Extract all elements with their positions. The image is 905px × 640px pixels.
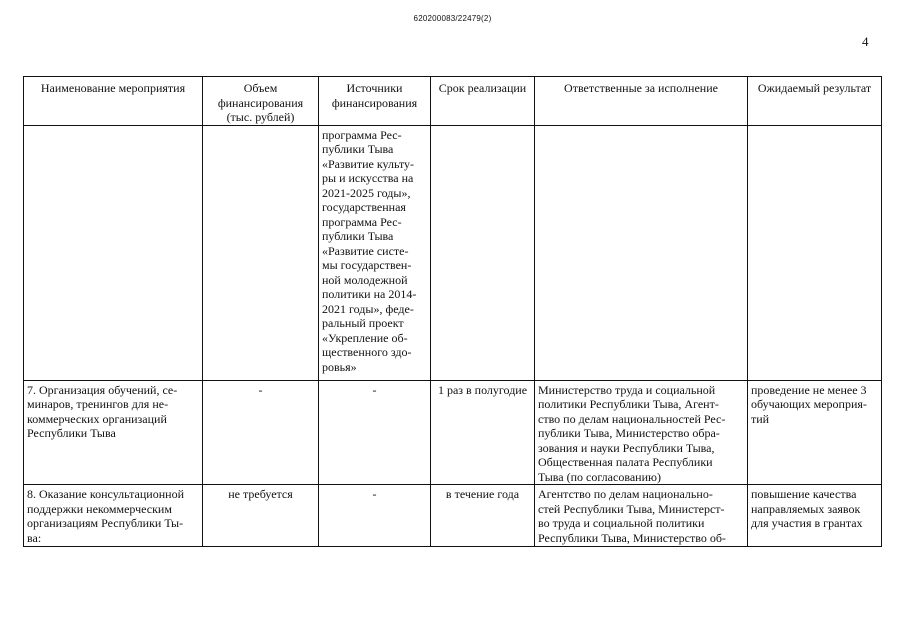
cell-text-line: Агентство по делам национально- <box>538 487 713 501</box>
cell-text-line: тий <box>751 411 770 426</box>
cell-text-line: 7. Организация обучений, се- <box>27 382 178 397</box>
cell-responsible <box>535 380 748 485</box>
cell-text-line: проведение не менее 3 <box>751 382 867 397</box>
cell-funding-sources <box>319 485 431 547</box>
cell-text-line: ва: <box>27 530 42 545</box>
activities-table <box>23 76 882 547</box>
cell-text-line: Общественная палата Республики <box>538 455 713 469</box>
document-code: 620200083/22479(2) <box>413 14 492 23</box>
header-expected-result <box>748 77 882 126</box>
cell-text-line: финансирования <box>331 95 418 110</box>
cell-text-line: поддержки некоммерческим <box>27 501 172 516</box>
cell-text-line: для участия в грантах <box>751 516 863 530</box>
cell-text-line: публики Тыва <box>322 229 394 243</box>
cell-text-line: Срок реализации <box>438 81 527 95</box>
cell-text-line: финансирования <box>217 95 304 110</box>
cell-activity-name <box>24 125 203 380</box>
cell-funding-volume <box>203 125 319 380</box>
cell-implementation-term <box>431 380 535 485</box>
cell-text-line: мы государствен- <box>322 258 412 272</box>
cell-activity-name <box>24 380 203 485</box>
cell-expected-result <box>748 380 882 485</box>
cell-funding-sources <box>319 125 431 380</box>
page-number: 4 <box>862 34 869 49</box>
cell-text-line: «Развитие культу- <box>322 156 415 171</box>
cell-text-line: ры и искусства на <box>322 171 414 185</box>
table-header-row <box>24 77 882 126</box>
cell-text-line: программа Рес- <box>322 214 402 229</box>
cell-text-line: «Развитие систе- <box>322 243 409 258</box>
cell-implementation-term <box>431 125 535 380</box>
cell-text-line: зования и науки Республики Тыва, <box>538 440 715 455</box>
cell-text-line: ральный проект <box>322 316 404 330</box>
cell-text-line: ной молодежной <box>322 272 408 287</box>
cell-text-line: политики на 2014- <box>322 287 417 301</box>
cell-text-line: 2021 годы», феде- <box>322 301 414 316</box>
cell-text-line: Республики Тыва <box>27 426 116 440</box>
cell-text-line: «Укрепление об- <box>322 330 408 345</box>
cell-text-line: ровья» <box>322 359 357 374</box>
cell-text-line: 2021-2025 годы», <box>322 185 411 200</box>
header-responsible <box>535 77 748 126</box>
cell-text-line: - <box>372 382 377 397</box>
cell-text-line: щественного здо- <box>322 345 412 359</box>
cell-text-line: Ответственные за исполнение <box>564 81 718 95</box>
cell-text-line: (тыс. рублей) <box>226 110 295 124</box>
cell-text-line: Республики Тыва, Министерство об- <box>538 530 726 545</box>
cell-text-line: - <box>258 382 263 397</box>
cell-text-line: Ожидаемый результат <box>757 81 872 95</box>
cell-activity-name <box>24 485 203 547</box>
cell-text-line: во труда и социальной политики <box>538 516 705 530</box>
header-funding-volume <box>203 77 319 126</box>
cell-text-line: не требуется <box>228 487 293 501</box>
cell-funding-volume <box>203 485 319 547</box>
header-activity-name <box>24 77 203 126</box>
cell-text-line: организациям Республики Ты- <box>27 516 184 530</box>
cell-responsible <box>535 125 748 380</box>
cell-expected-result <box>748 125 882 380</box>
table-row <box>24 125 882 380</box>
header-implementation-term <box>431 77 535 126</box>
header-funding-sources <box>319 77 431 126</box>
cell-text-line: 1 раз в полугодие <box>437 382 528 397</box>
cell-text-line: Министерство труда и социальной <box>538 382 716 397</box>
table-row <box>24 380 882 485</box>
cell-text-line: ство по делам национальностей Рес- <box>538 411 726 426</box>
cell-text-line: повышение качества <box>751 487 857 501</box>
cell-text-line: стей Республики Тыва, Министерст- <box>538 501 725 516</box>
cell-responsible <box>535 485 748 547</box>
cell-text-line: программа Рес- <box>322 127 402 142</box>
cell-text-line: Тыва (по согласованию) <box>538 469 661 484</box>
cell-text-line: коммерческих организаций <box>27 411 167 426</box>
cell-text-line: минаров, тренингов для не- <box>27 397 169 411</box>
cell-text-line: Наименование мероприятия <box>40 81 186 95</box>
cell-text-line: в течение года <box>445 487 520 501</box>
cell-text-line: Объем <box>243 81 278 95</box>
cell-text-line: публики Тыва <box>322 142 394 156</box>
cell-text-line: государственная <box>322 200 406 214</box>
cell-text-line: политики Республики Тыва, Агент- <box>538 397 719 411</box>
cell-funding-sources <box>319 380 431 485</box>
cell-text-line: публики Тыва, Министерство обра- <box>538 426 720 440</box>
cell-text-line: обучающих мероприя- <box>751 397 867 411</box>
cell-text-line: направляемых заявок <box>751 501 861 516</box>
cell-expected-result <box>748 485 882 547</box>
cell-implementation-term <box>431 485 535 547</box>
cell-text-line: Источники <box>346 81 403 95</box>
cell-text-line: 8. Оказание консультационной <box>27 487 184 501</box>
cell-funding-volume <box>203 380 319 485</box>
table-row <box>24 485 882 547</box>
cell-text-line: - <box>372 487 377 501</box>
